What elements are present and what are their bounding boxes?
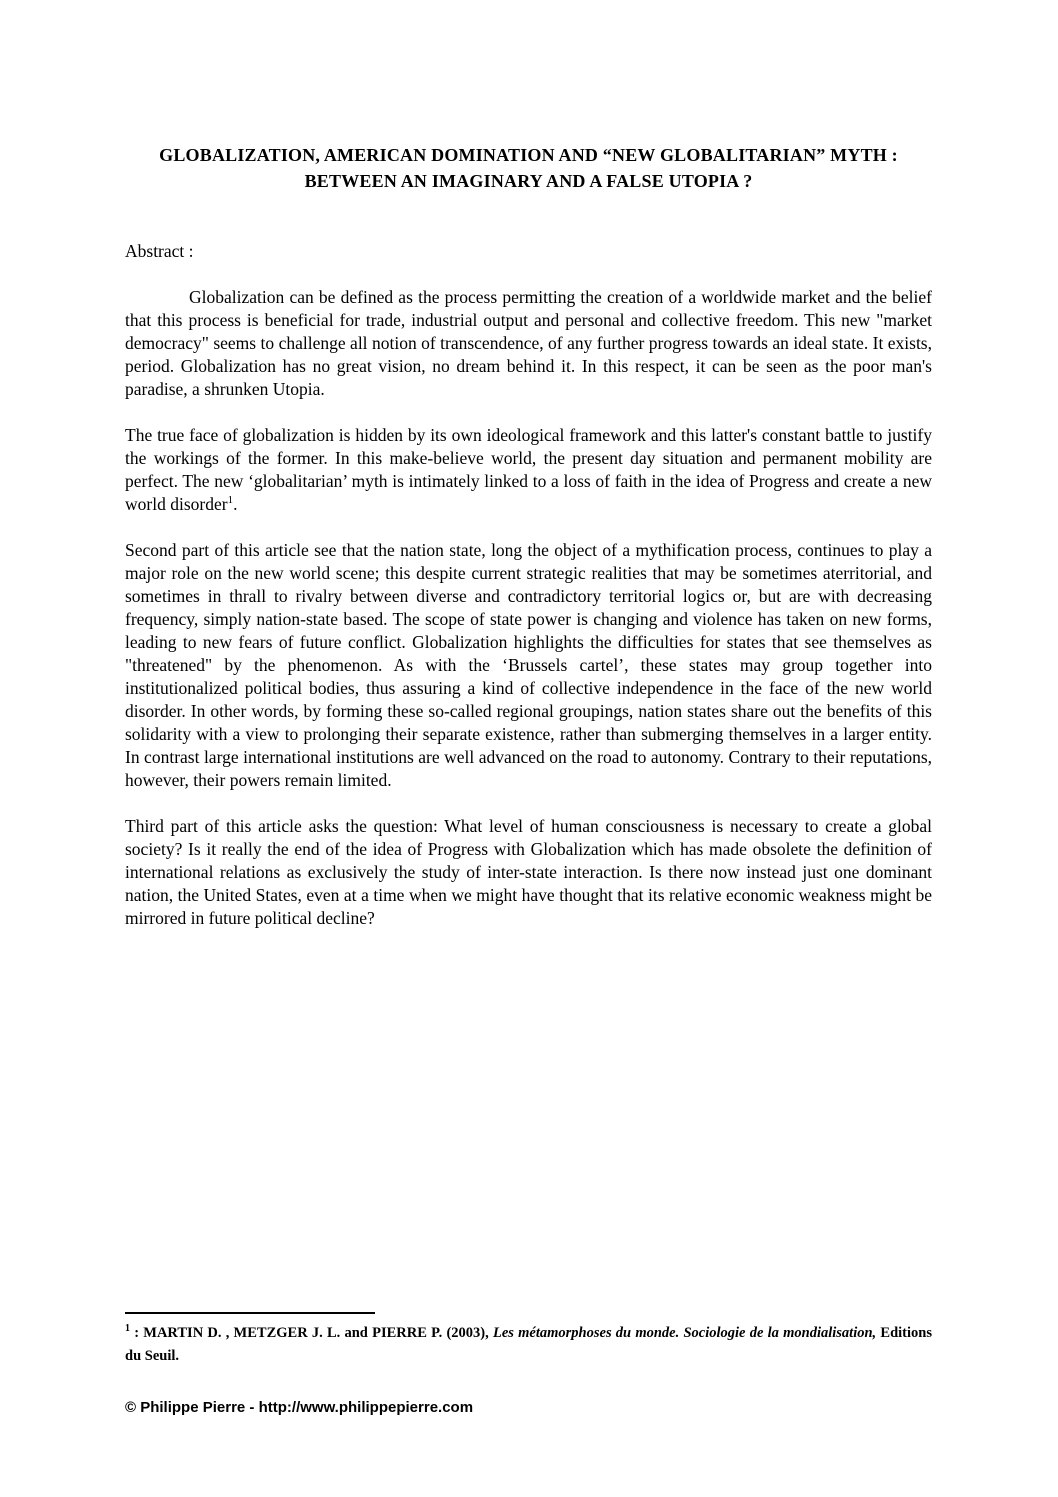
page-title — [125, 142, 932, 194]
footnote-prefix: : MARTIN D. , METZGER J. L. and PIERRE P. (2003), — [130, 1325, 493, 1341]
page-title-line2: BETWEEN AN IMAGINARY AND A FALSE UTOPIA ? — [304, 171, 753, 191]
abstract-paragraph-1 — [125, 286, 932, 401]
footnote-separator — [125, 1312, 375, 1314]
abstract-paragraph-4 — [125, 815, 932, 930]
footnote-suffix: Editions du Seuil. — [125, 1325, 932, 1364]
page-content — [125, 0, 932, 930]
footnote-reference-1: 1 — [227, 494, 234, 507]
abstract-paragraph-3 — [125, 539, 932, 792]
footnote-block — [125, 1312, 932, 1368]
paragraph-text-tail: . — [233, 494, 238, 514]
abstract-paragraph-2 — [125, 424, 932, 516]
footnote-text — [125, 1322, 932, 1368]
footnote-marker: 1 — [125, 1323, 130, 1335]
paragraph-text: Third part of this article asks the question: What level of human consciousness is necessary to create a global society? Is it really the end of the idea of Progress with Globalization which has made obsolete the definition of international relations as exclusively the study of inter-state interaction. Is there now instead just one dominant nation, the United States, even at a time when we might have thought that its relative economic weakness might be mirrored in future political decline? — [125, 816, 932, 928]
paragraph-text: Second part of this article see that the nation state, long the object of a mythification process, continues to play a major role on the new world scene; this despite current strategic realities that may be sometimes aterritorial, and sometimes in thrall to rivalry between diverse and contradictory territorial logics or, but are with decreasing frequency, simply nation-state based. The scope of state power is changing and violence has taken on new forms, leading to new fears of future conflict. Globalization highlights the difficulties for states that see themselves as "threatened" by the phenomenon. As with the ‘Brussels cartel’, these states may group together into institutionalized political bodies, thus assuring a kind of collective independence in the face of the new world disorder. In other words, by forming these so-called regional groupings, nation states share out the benefits of this solidarity with a view to prolonging their separate existence, rather than submerging themselves in a larger entity. In contrast large international institutions are well advanced on the road to autonomy. Contrary to their reputations, however, their powers remain limited. — [125, 540, 932, 790]
copyright-footer: © Philippe Pierre - http://www.philippepierre.com — [125, 1399, 474, 1416]
paragraph-text: The true face of globalization is hidden by its own ideological framework and this latter's constant battle to justify the workings of the former. In this make-believe world, the present day situation and permanent mobility are perfect. The new ‘globalitarian’ myth is intimately linked to a loss of faith in the idea of Progress and create a new world disorder — [125, 425, 932, 514]
paragraph-text: Globalization can be defined as the process permitting the creation of a worldwide market and the belief that this process is beneficial for trade, industrial output and personal and collective freedom. This new "market democracy" seems to challenge all notion of transcendence, of any further progress towards an ideal state. It exists, period. Globalization has no great vision, no dream behind it. In this respect, it can be seen as the poor man's paradise, a shrunken Utopia. — [125, 287, 932, 399]
abstract-label: Abstract : — [125, 241, 194, 261]
footnote-book-title: Les métamorphoses du monde. Sociologie de la mondialisation, — [492, 1325, 877, 1341]
page-title-line1: GLOBALIZATION, AMERICAN DOMINATION AND “NEW GLOBALITARIAN” MYTH : — [159, 145, 898, 165]
